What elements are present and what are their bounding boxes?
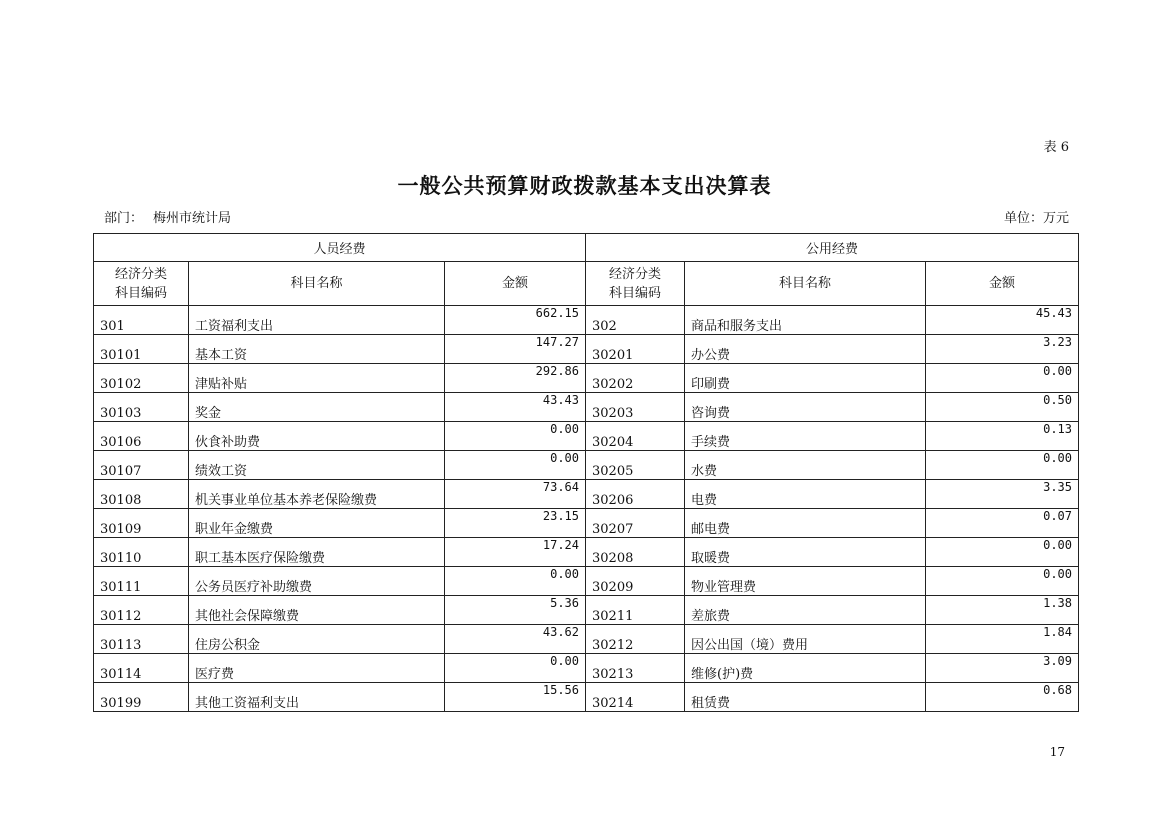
page-title: 一般公共预算财政拨款基本支出决算表 xyxy=(397,173,772,198)
right-name-cell: 印刷费 xyxy=(685,364,926,393)
right-code-cell: 30201 xyxy=(586,335,685,364)
right-amount-cell: 0.00 xyxy=(926,451,1079,480)
right-amount-cell: 0.50 xyxy=(926,393,1079,422)
table-number: 表 6 xyxy=(1043,140,1069,155)
right-code-cell: 30205 xyxy=(586,451,685,480)
right-name-cell: 维修(护)费 xyxy=(685,654,926,683)
left-amount-cell: 43.62 xyxy=(445,625,586,654)
right-name-cell: 电费 xyxy=(685,480,926,509)
right-name-cell: 手续费 xyxy=(685,422,926,451)
header-right-code xyxy=(586,262,685,306)
left-name-cell: 奖金 xyxy=(189,393,445,422)
right-name-cell: 因公出国（境）费用 xyxy=(685,625,926,654)
right-amount-cell: 3.35 xyxy=(926,480,1079,509)
table-row xyxy=(94,364,1079,393)
table-row xyxy=(94,451,1079,480)
left-code-cell: 30114 xyxy=(94,654,189,683)
left-name-cell: 公务员医疗补助缴费 xyxy=(189,567,445,596)
group-public: 公用经费 xyxy=(586,234,1079,262)
left-code-cell: 301 xyxy=(94,306,189,335)
right-amount-cell: 0.07 xyxy=(926,509,1079,538)
left-name-cell: 津贴补贴 xyxy=(189,364,445,393)
left-amount-cell: 17.24 xyxy=(445,538,586,567)
right-code-cell: 30209 xyxy=(586,567,685,596)
group-personnel: 人员经费 xyxy=(94,234,586,262)
right-code-cell: 30211 xyxy=(586,596,685,625)
left-code-cell: 30112 xyxy=(94,596,189,625)
right-code-cell: 30213 xyxy=(586,654,685,683)
right-amount-cell: 45.43 xyxy=(926,306,1079,335)
table-row xyxy=(94,393,1079,422)
left-name-cell: 其他工资福利支出 xyxy=(189,683,445,712)
left-name-cell: 基本工资 xyxy=(189,335,445,364)
left-amount-cell: 5.36 xyxy=(445,596,586,625)
left-code-cell: 30108 xyxy=(94,480,189,509)
column-header-row xyxy=(94,262,1079,306)
left-amount-cell: 0.00 xyxy=(445,567,586,596)
table-row xyxy=(94,306,1079,335)
department-label: 部门： xyxy=(104,211,144,226)
header-right-amount: 金额 xyxy=(926,262,1079,306)
left-name-cell: 医疗费 xyxy=(189,654,445,683)
table-row xyxy=(94,625,1079,654)
right-code-cell: 30208 xyxy=(586,538,685,567)
left-amount-cell: 15.56 xyxy=(445,683,586,712)
left-code-cell: 30107 xyxy=(94,451,189,480)
right-amount-cell: 0.68 xyxy=(926,683,1079,712)
table-row xyxy=(94,480,1079,509)
left-name-cell: 工资福利支出 xyxy=(189,306,445,335)
department xyxy=(104,207,231,226)
right-amount-cell: 1.38 xyxy=(926,596,1079,625)
right-name-cell: 咨询费 xyxy=(685,393,926,422)
left-amount-cell: 23.15 xyxy=(445,509,586,538)
right-amount-cell: 0.00 xyxy=(926,364,1079,393)
right-code-cell: 302 xyxy=(586,306,685,335)
right-name-cell: 物业管理费 xyxy=(685,567,926,596)
page-number: 17 xyxy=(1049,745,1065,759)
right-amount-cell: 1.84 xyxy=(926,625,1079,654)
right-code-cell: 30204 xyxy=(586,422,685,451)
left-amount-cell: 0.00 xyxy=(445,451,586,480)
left-amount-cell: 0.00 xyxy=(445,654,586,683)
left-amount-cell: 662.15 xyxy=(445,306,586,335)
table-row xyxy=(94,509,1079,538)
right-code-cell: 30207 xyxy=(586,509,685,538)
header-left-name: 科目名称 xyxy=(189,262,445,306)
left-amount-cell: 147.27 xyxy=(445,335,586,364)
right-name-cell: 商品和服务支出 xyxy=(685,306,926,335)
right-amount-cell: 3.09 xyxy=(926,654,1079,683)
table-row xyxy=(94,654,1079,683)
header-left-code xyxy=(94,262,189,306)
right-code-cell: 30214 xyxy=(586,683,685,712)
table-row xyxy=(94,683,1079,712)
right-amount-cell: 0.00 xyxy=(926,567,1079,596)
left-amount-cell: 43.43 xyxy=(445,393,586,422)
group-header-row xyxy=(94,234,1079,262)
department-name: 梅州市统计局 xyxy=(153,211,232,226)
left-code-cell: 30101 xyxy=(94,335,189,364)
expenditure-table xyxy=(93,233,1079,712)
left-code-cell: 30102 xyxy=(94,364,189,393)
left-name-cell: 职业年金缴费 xyxy=(189,509,445,538)
right-code-cell: 30202 xyxy=(586,364,685,393)
left-amount-cell: 0.00 xyxy=(445,422,586,451)
left-name-cell: 绩效工资 xyxy=(189,451,445,480)
header-code-line1: 经济分类 xyxy=(114,266,167,282)
right-name-cell: 水费 xyxy=(685,451,926,480)
header-left-amount: 金额 xyxy=(445,262,586,306)
left-name-cell: 伙食补助费 xyxy=(189,422,445,451)
left-code-cell: 30199 xyxy=(94,683,189,712)
right-name-cell: 办公费 xyxy=(685,335,926,364)
table-row xyxy=(94,422,1079,451)
right-code-cell: 30212 xyxy=(586,625,685,654)
left-code-cell: 30111 xyxy=(94,567,189,596)
header-code-line2: 科目编码 xyxy=(114,285,167,301)
table-row xyxy=(94,335,1079,364)
left-code-cell: 30110 xyxy=(94,538,189,567)
left-name-cell: 其他社会保障缴费 xyxy=(189,596,445,625)
right-name-cell: 租赁费 xyxy=(685,683,926,712)
right-amount-cell: 3.23 xyxy=(926,335,1079,364)
left-code-cell: 30109 xyxy=(94,509,189,538)
left-name-cell: 职工基本医疗保险缴费 xyxy=(189,538,445,567)
right-name-cell: 邮电费 xyxy=(685,509,926,538)
left-code-cell: 30103 xyxy=(94,393,189,422)
unit-label: 单位：万元 xyxy=(1003,211,1069,226)
left-amount-cell: 73.64 xyxy=(445,480,586,509)
left-name-cell: 机关事业单位基本养老保险缴费 xyxy=(189,480,445,509)
table-row xyxy=(94,596,1079,625)
table-row xyxy=(94,538,1079,567)
right-name-cell: 取暖费 xyxy=(685,538,926,567)
left-code-cell: 30106 xyxy=(94,422,189,451)
left-name-cell: 住房公积金 xyxy=(189,625,445,654)
right-code-cell: 30203 xyxy=(586,393,685,422)
right-amount-cell: 0.13 xyxy=(926,422,1079,451)
header-right-name: 科目名称 xyxy=(685,262,926,306)
table-row xyxy=(94,567,1079,596)
table-body xyxy=(94,306,1079,712)
left-amount-cell: 292.86 xyxy=(445,364,586,393)
left-code-cell: 30113 xyxy=(94,625,189,654)
right-name-cell: 差旅费 xyxy=(685,596,926,625)
header-code-line1: 经济分类 xyxy=(608,266,661,282)
right-amount-cell: 0.00 xyxy=(926,538,1079,567)
header-code-line2: 科目编码 xyxy=(608,285,661,301)
right-code-cell: 30206 xyxy=(586,480,685,509)
